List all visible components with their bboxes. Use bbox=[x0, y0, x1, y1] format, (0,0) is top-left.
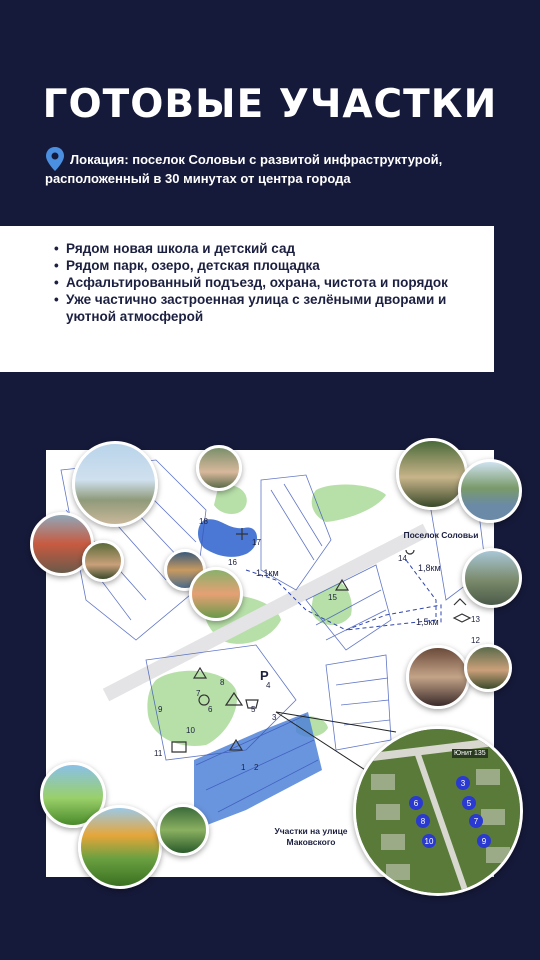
unit-label: Юнит 135 bbox=[454, 750, 486, 757]
location-text-2: расположенный в 30 минутах от центра города bbox=[45, 171, 351, 186]
marker-12: 12 bbox=[471, 636, 480, 645]
marker-10: 10 bbox=[186, 726, 195, 735]
magnet-icon bbox=[406, 550, 414, 554]
marker-13: 13 bbox=[471, 615, 480, 624]
distance-label: 1,5км bbox=[416, 617, 439, 627]
marker-1: 1 bbox=[241, 763, 246, 772]
plots-aerial-zoom[interactable] bbox=[353, 726, 523, 896]
plots-label-line2: Маковского bbox=[286, 837, 336, 847]
graduate-photo bbox=[464, 644, 512, 692]
features-list bbox=[0, 226, 494, 325]
svg-text:6: 6 bbox=[413, 799, 419, 808]
location-pin-icon bbox=[45, 146, 65, 172]
distance-label: 1,8км bbox=[418, 563, 441, 573]
plots-label bbox=[256, 826, 366, 848]
marker-7: 7 bbox=[196, 689, 201, 698]
marker-8: 8 bbox=[220, 678, 225, 687]
tennis-photo bbox=[157, 804, 209, 856]
marker-11: 11 bbox=[154, 749, 163, 758]
marker-14: 14 bbox=[398, 554, 407, 563]
marker-3: 3 bbox=[272, 713, 277, 722]
feature-item: • Асфальтированный подъезд, охрана, чистота и порядок bbox=[66, 274, 494, 291]
marker-17: 17 bbox=[252, 538, 261, 547]
plots-label-line1: Участки на улице bbox=[274, 826, 348, 836]
feature-item: • Рядом новая школа и детский сад bbox=[66, 240, 494, 257]
marker-5: 5 bbox=[251, 705, 256, 714]
aerial-drawing bbox=[356, 729, 520, 893]
autumn-photo bbox=[78, 805, 162, 889]
feature-item: • Уже частично застроенная улица с зелёными дворами и уютной атмосферой bbox=[66, 291, 494, 325]
marker-16: 16 bbox=[228, 558, 237, 567]
horse-photo bbox=[406, 645, 470, 709]
svg-text:7: 7 bbox=[473, 817, 479, 826]
svg-text:10: 10 bbox=[424, 837, 434, 846]
marker-9: 9 bbox=[158, 705, 163, 714]
swing-photo bbox=[72, 441, 158, 527]
features-card bbox=[0, 226, 494, 372]
parking-icon: P bbox=[260, 668, 269, 683]
svg-text:8: 8 bbox=[420, 817, 426, 826]
location-text-1: Локация: поселок Соловьи с развитой инфраструктурой, bbox=[70, 152, 443, 167]
marker-18: 18 bbox=[199, 517, 208, 526]
green-area bbox=[312, 485, 386, 522]
family-photo bbox=[196, 445, 242, 491]
child-photo bbox=[189, 567, 243, 621]
feature-item: • Рядом парк, озеро, детская площадка bbox=[66, 257, 494, 274]
fishing-photo bbox=[462, 548, 522, 608]
village-label: Поселок Соловьи bbox=[403, 530, 479, 540]
marker-6: 6 bbox=[208, 705, 213, 714]
lake-photo bbox=[458, 459, 522, 523]
distance-label: 1,1км bbox=[256, 568, 279, 578]
marker-2: 2 bbox=[254, 763, 259, 772]
school-icon bbox=[454, 614, 470, 622]
svg-text:3: 3 bbox=[460, 779, 466, 788]
svg-text:9: 9 bbox=[481, 837, 487, 846]
marker-4: 4 bbox=[266, 681, 271, 690]
horse-icon bbox=[454, 599, 466, 605]
location-block bbox=[45, 150, 515, 188]
svg-text:5: 5 bbox=[466, 799, 472, 808]
boat-photo bbox=[396, 438, 468, 510]
kids-photo bbox=[82, 540, 124, 582]
marker-15: 15 bbox=[328, 593, 337, 602]
page-title: ГОТОВЫЕ УЧАСТКИ bbox=[42, 82, 498, 127]
